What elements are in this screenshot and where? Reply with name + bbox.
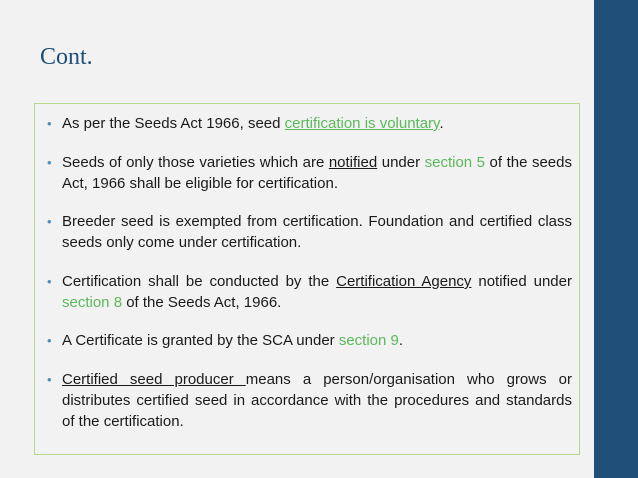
- bullet-text: [47, 152, 572, 194]
- section-5-ref: section 5: [424, 154, 486, 171]
- bullet-text: [47, 369, 572, 432]
- bullet-text: [47, 113, 572, 134]
- text-run: Seeds of only those varieties which are: [62, 154, 329, 171]
- text-run: under: [377, 154, 425, 171]
- text-run: of the seeds Act, 1966 shall be eligible for certification.: [62, 154, 572, 192]
- voluntary-phrase: certification is voluntary: [284, 115, 440, 132]
- text-run: .: [398, 332, 404, 349]
- bullet-dot: •: [47, 274, 52, 289]
- text-run: notified under: [471, 273, 572, 290]
- text-run: means a person/organisation who grows or distributes certified seed in accordance with the procedures and standards of the certification.: [62, 371, 572, 430]
- section-9-ref: section 9: [338, 332, 399, 349]
- text-run: A Certificate is granted by the SCA under: [62, 332, 339, 349]
- text-run: .: [439, 115, 444, 132]
- bullet-dot: •: [47, 333, 52, 348]
- certification-agency-term: Certification Agency: [336, 273, 472, 290]
- text-run: of the Seeds Act, 1966.: [122, 294, 282, 311]
- slide-title: Cont.: [40, 44, 93, 70]
- bullet-item-6: [47, 369, 572, 432]
- text-run: Breeder seed is exempted from certification. Foundation and certified class seeds only come under certification.: [62, 213, 572, 251]
- bullet-item-1: [47, 113, 572, 134]
- certified-seed-producer-term: Certified seed producer: [62, 371, 246, 388]
- content-box: [34, 103, 580, 455]
- bullet-item-4: [47, 271, 572, 313]
- bullet-dot: •: [47, 155, 52, 170]
- bullet-text: [47, 271, 572, 313]
- bullet-text: [47, 211, 572, 253]
- accent-side-band: [594, 0, 638, 478]
- notified-term: notified: [328, 154, 378, 171]
- section-8-ref: section 8: [62, 294, 123, 311]
- bullet-item-5: [47, 330, 572, 351]
- text-run: As per the Seeds Act 1966, seed: [62, 115, 285, 132]
- bullet-item-3: [47, 211, 572, 253]
- bullet-dot: •: [47, 214, 52, 229]
- bullet-text: [47, 330, 572, 351]
- bullet-item-2: [47, 152, 572, 194]
- text-run: Certification shall be conducted by the: [62, 273, 337, 290]
- bullet-dot: •: [47, 116, 52, 131]
- bullet-dot: •: [47, 372, 52, 387]
